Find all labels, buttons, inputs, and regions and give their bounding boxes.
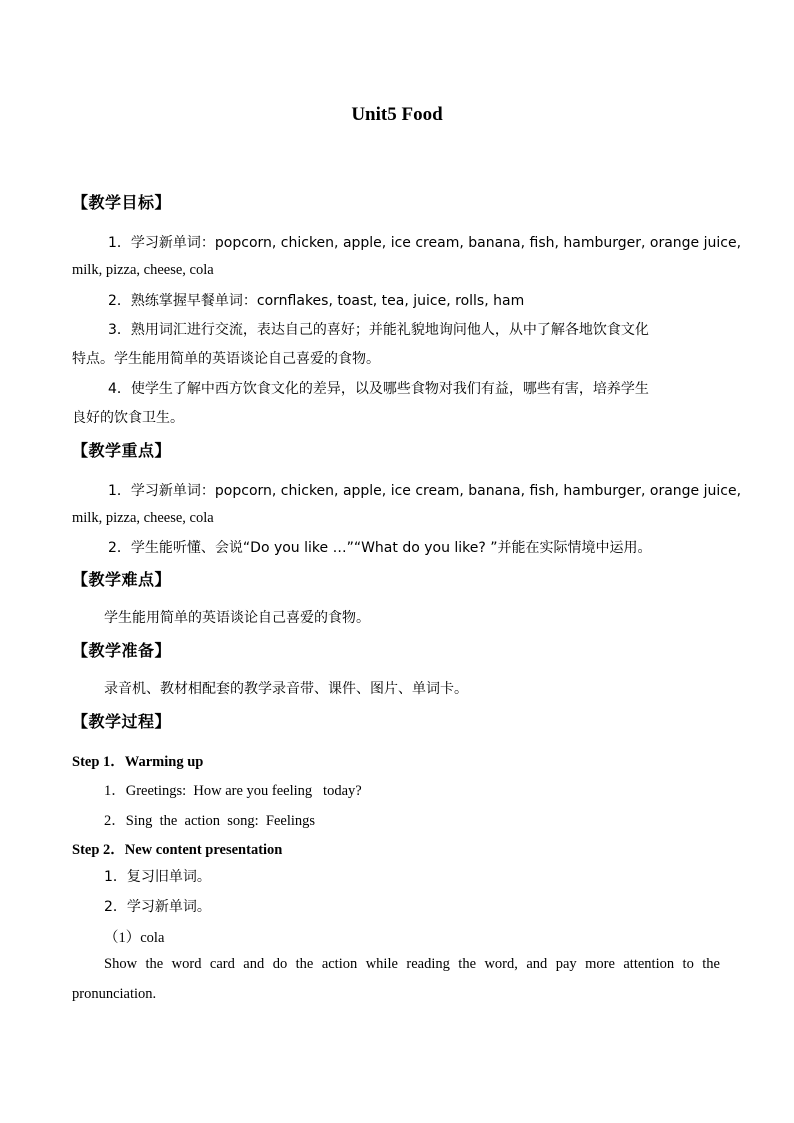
step-2-paragraph-line-2: pronunciation. [72,986,157,1002]
key-point-1-line-1: 1．学习新单词：popcorn, chicken, apple, ice cream, banana, fish, hamburger, orange juice, [108,483,742,499]
objective-3-line-1: 3．熟用词汇进行交流，表达自己的喜好；并能礼貌地询问他人，从中了解各地饮食文化 [108,322,649,338]
heading-key-points: 【教学重点】 [72,441,172,460]
step-2-item-1: 1．复习旧单词。 [104,869,211,885]
step-1-item-1: 1．Greetings: How are you feeling today? [104,783,362,799]
step-1-item-2: 2．Sing the action song: Feelings [104,813,316,829]
preparation-text: 录音机、教材相配套的教学录音带、课件、图片、单词卡。 [104,681,468,697]
objective-3-line-2: 特点。学生能用简单的英语谈论自己喜爱的食物。 [72,351,380,367]
heading-process: 【教学过程】 [72,712,172,731]
key-point-2: 2．学生能听懂、会说“Do you like …”“What do you like? ”并能在实际情境中运用。 [108,540,652,556]
objective-4-line-1: 4．使学生了解中西方饮食文化的差异，以及哪些食物对我们有益，哪些有害，培养学生 [108,381,649,397]
objective-1-line-2: milk, pizza, cheese, cola [72,262,214,278]
step-2-title: Step 2．New content presentation [72,842,283,858]
heading-preparation: 【教学准备】 [72,641,172,660]
step-2-sub-1: （1）cola [104,930,165,946]
step-1-title: Step 1．Warming up [72,754,204,770]
objective-2: 2．熟练掌握早餐单词：cornflakes, toast, tea, juice, rolls, ham [108,293,525,309]
key-point-1-line-2: milk, pizza, cheese, cola [72,510,214,526]
difficulties-text: 学生能用简单的英语谈论自己喜爱的食物。 [104,610,370,626]
step-2-item-2: 2．学习新单词。 [104,899,211,915]
step-2-paragraph-line-1: Show the word card and do the action while reading the word, and pay more attention to the [104,956,720,972]
page-title: Unit5 Food [351,104,443,125]
heading-objectives: 【教学目标】 [72,193,172,212]
objective-4-line-2: 良好的饮食卫生。 [72,410,184,426]
heading-difficulties: 【教学难点】 [72,570,172,589]
objective-1-line-1: 1．学习新单词：popcorn, chicken, apple, ice cream, banana, fish, hamburger, orange juice, [108,235,742,251]
